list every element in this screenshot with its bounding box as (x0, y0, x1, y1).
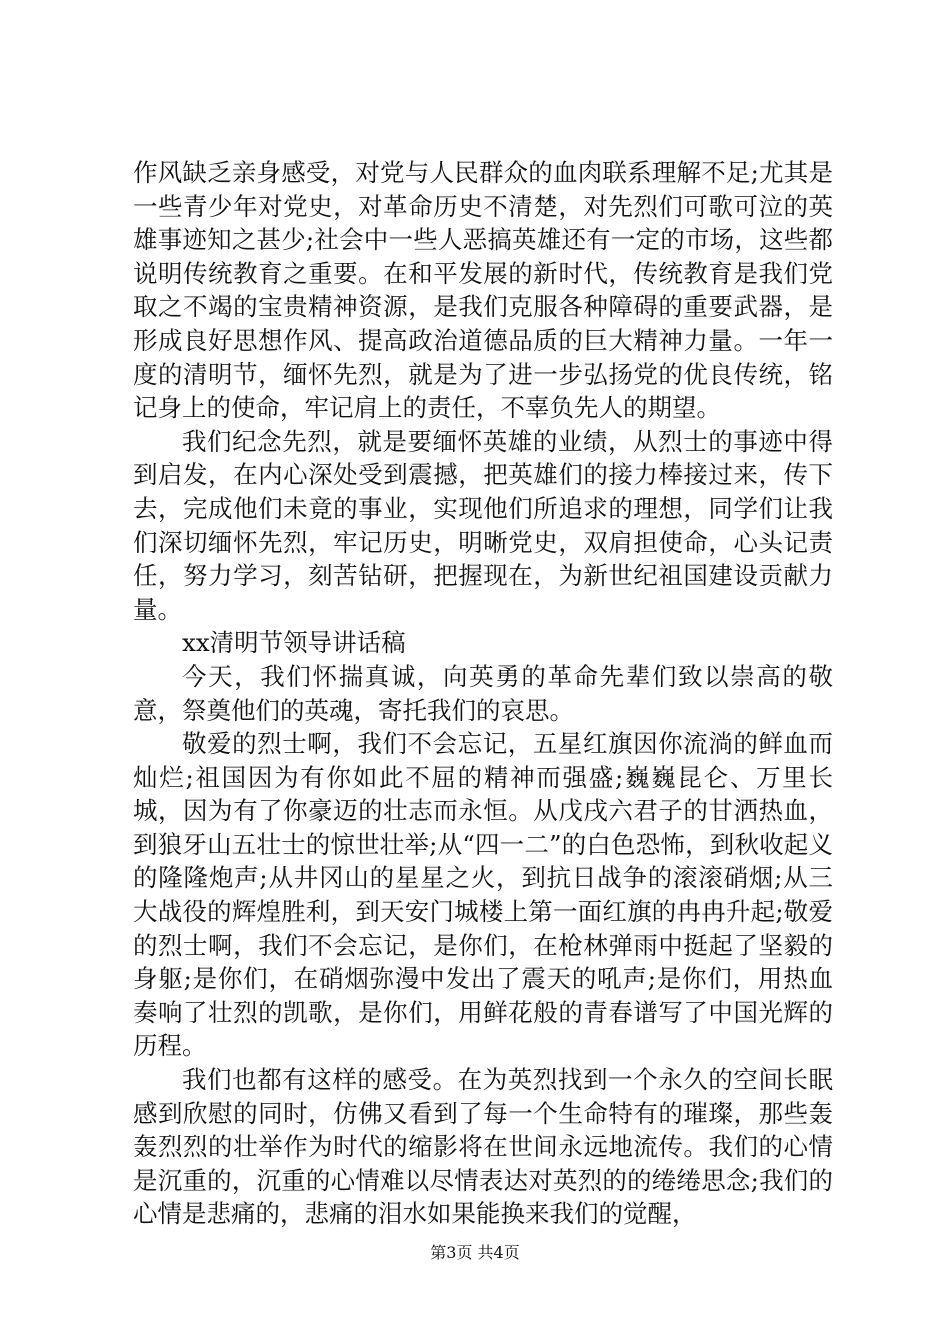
page-number-footer: 第3页 共4页 (430, 1243, 520, 1262)
paragraph-1: 作风缺乏亲身感受，对党与人民群众的血肉联系理解不足;尤其是一些青少年对党史，对革命历史不清楚，对先烈们可歌可泣的英雄事迹知之甚少;社会中一些人恶搞英雄还有一定的市场，这些都说明传统教育之重要。在和平发展的新时代，传统教育是我们党取之不竭的宝贵精神资源，是我们克服各种障碍的重要武器，是形成良好思想作风、提高政治道德品质的巨大精神力量。一年一度的清明节，缅怀先烈，就是为了进一步弘扬党的优良传统，铭记身上的使命，牢记肩上的责任，不辜负先人的期望。 (133, 158, 833, 423)
document-body (133, 156, 833, 1231)
section-heading: xx清明节领导讲话稿 (182, 628, 406, 658)
paragraph-4: 敬爱的烈士啊，我们不会忘记，五星红旗因你流淌的鲜血而灿烂;祖国因为有你如此不屈的精神而强盛;巍巍昆仑、万里长城，因为有了你豪迈的壮志而永恒。从戊戌六君子的甘洒热血，到狼牙山五壮士的惊世壮举;从“四一二”的白色恐怖，到秋收起义的隆隆炮声;从井冈山的星星之火，到抗日战争的滚滚硝烟;从三大战役的辉煌胜利，到天安门城楼上第一面红旗的冉冉升起;敬爱的烈士啊，我们不会忘记，是你们，在枪林弹雨中挺起了坚毅的身躯;是你们，在硝烟弥漫中发出了震天的吼声;是你们，用热血奏响了壮烈的凯歌，是你们，用鲜花般的青春谱写了中国光辉的历程。 (133, 729, 833, 1061)
paragraph-2: 我们纪念先烈，就是要缅怀英雄的业绩，从烈士的事迹中得到启发，在内心深处受到震撼，把英雄们的接力棒接过来，传下去，完成他们未竟的事业，实现他们所追求的理想，同学们让我们深切缅怀先烈，牢记历史，明晰党史，双肩担使命，心头记责任，努力学习，刻苦钻研，把握现在，为新世纪祖国建设贡献力量。 (133, 426, 833, 624)
paragraph-3: 今天，我们怀揣真诚，向英勇的革命先辈们致以崇高的敬意，祭奠他们的英魂，寄托我们的哀思。 (133, 661, 833, 725)
paragraph-5: 我们也都有这样的感受。在为英烈找到一个永久的空间长眠感到欣慰的同时，仿佛又看到了每一个生命特有的璀璨，那些轰轰烈烈的壮举作为时代的缩影将在世间永远地流传。我们的心情是沉重的，沉重的心情难以尽情表达对英烈的的绻绻思念;我们的心情是悲痛的，悲痛的泪水如果能换来我们的觉醒， (133, 1065, 833, 1229)
